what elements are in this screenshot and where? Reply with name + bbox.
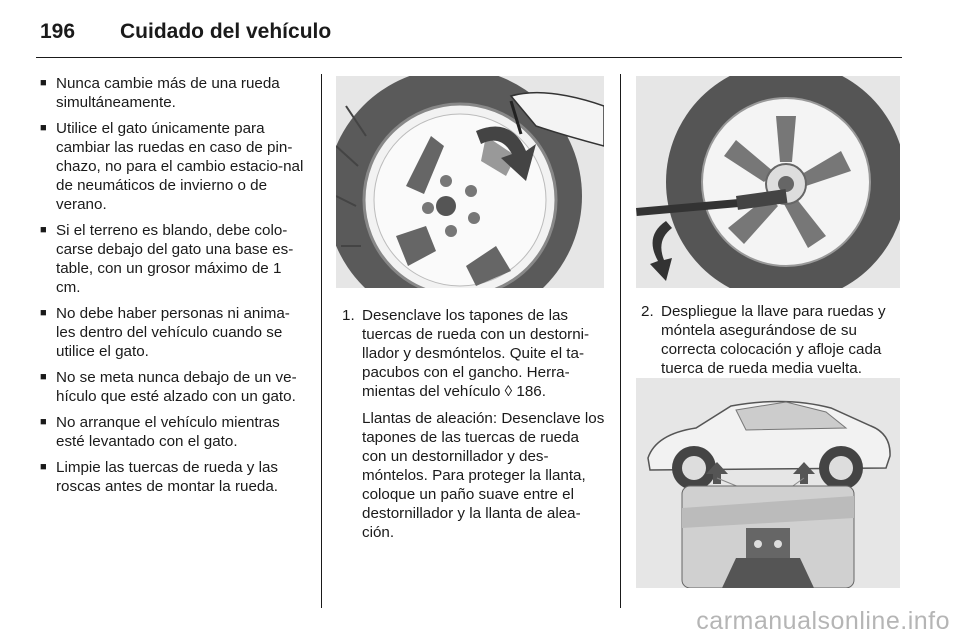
bullet-item: ■ No arranque el vehículo mientras esté levantado con el gato. bbox=[40, 413, 304, 451]
wheel-wrench-illustration bbox=[636, 76, 900, 288]
page-title: Cuidado del vehículo bbox=[120, 20, 332, 43]
step-1 bbox=[342, 306, 606, 542]
column-divider bbox=[620, 74, 621, 608]
bullet-item: ■ Nunca cambie más de una rueda simultáneamente. bbox=[40, 74, 304, 112]
step-text: Desenclave los tapones de las tuercas de rueda con un destorni-llador y desmóntelos. Quite el ta-pacubos con el gancho. Herra-mientas del vehículo ◊ 186. bbox=[362, 307, 590, 400]
header-rule bbox=[36, 57, 902, 58]
jacking-points-illustration bbox=[636, 378, 900, 588]
hubcap-removal-illustration bbox=[336, 76, 604, 288]
page-header bbox=[40, 14, 920, 54]
bullet-item: ■ No se meta nunca debajo de un ve-hículo que esté alzado con un gato. bbox=[40, 368, 304, 406]
watermark: carmanualsonline.info bbox=[696, 607, 950, 635]
bullet-item: ■ No debe haber personas ni anima-les dentro del vehículo cuando se utilice el gato. bbox=[40, 304, 304, 361]
step-number: 1. bbox=[342, 307, 355, 324]
bullet-item: ■ Limpie las tuercas de rueda y las roscas antes de montar la rueda. bbox=[40, 458, 304, 496]
step-text: Despliegue la llave para ruedas y móntela asegurándose de su correcta colocación y afloje cada tuerca de rueda media vuelta. bbox=[661, 303, 886, 377]
page-number: 196 bbox=[40, 20, 76, 43]
step-2 bbox=[641, 302, 905, 378]
column-divider bbox=[321, 74, 322, 608]
bullet-item: ■ Utilice el gato únicamente para cambiar las ruedas en caso de pin-chazo, no para el cambio estacio-nal de neumáticos de invierno o de verano. bbox=[40, 119, 304, 214]
alloy-wheel-note: Llantas de aleación: Desenclave los tapones de las tuercas de rueda con un destornillador y des-móntelos. Para proteger la llanta, coloque un paño suave entre el destornillador y la llanta de alea-ción. bbox=[362, 410, 605, 541]
step-number: 2. bbox=[641, 303, 654, 320]
bullet-item: ■ Si el terreno es blando, debe colo-carse debajo del gato una base es-table, con un grosor máximo de 1 cm. bbox=[40, 221, 304, 297]
bullet-list bbox=[40, 74, 304, 503]
